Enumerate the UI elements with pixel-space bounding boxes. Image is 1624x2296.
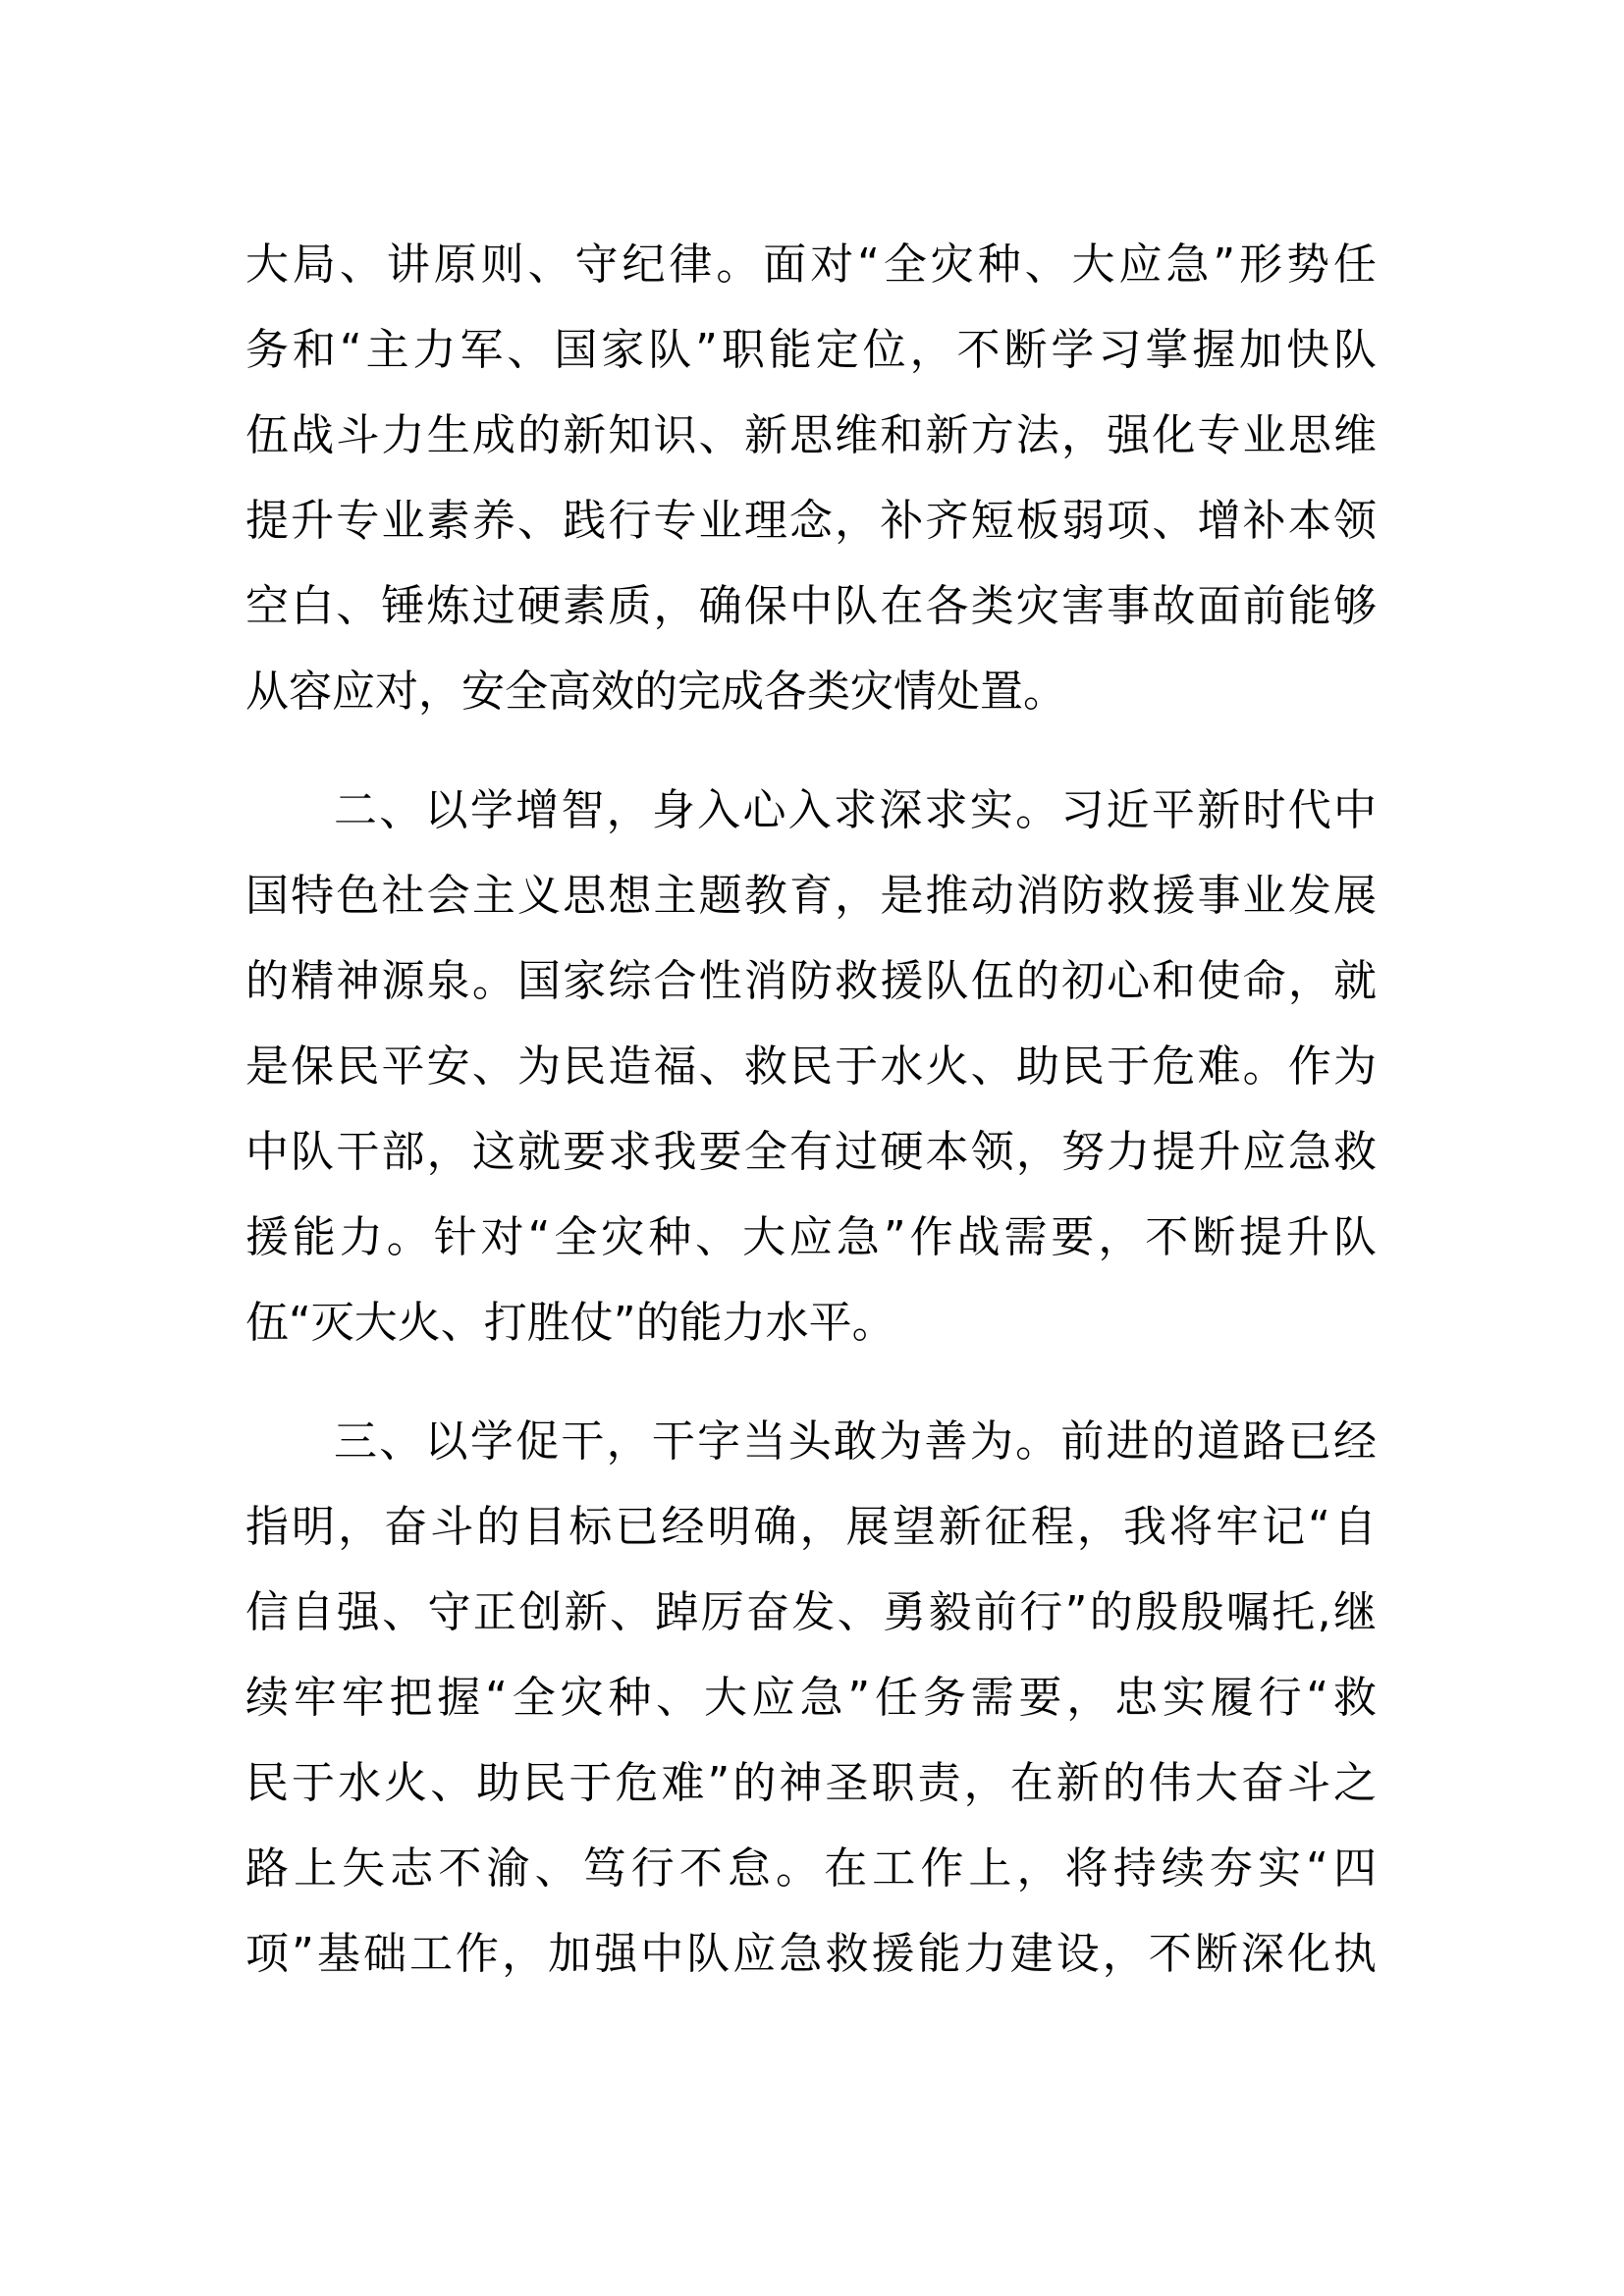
text-line: 务和“主力军、国家队”职能定位，不断学习掌握加快队: [245, 325, 1377, 375]
text-line: 路上矢志不渝、笃行不怠。在工作上，将持续夯实“四: [245, 1843, 1377, 1894]
section-heading-line: 二、以学增智，身入心入求深求实。习近平新时代中: [334, 785, 1377, 835]
paragraph-section-3: [245, 1399, 1377, 1997]
section-heading-line: 三、以学促干，干字当头敢为善为。前进的道路已经: [334, 1416, 1377, 1467]
text-line: 是保民平安、为民造福、救民于水火、助民于危难。作为: [245, 1041, 1377, 1092]
text-line: 中队干部，这就要求我要全有过硬本领，努力提升应急救: [245, 1127, 1377, 1177]
text-line: 伍战斗力生成的新知识、新思维和新方法，强化专业思维: [245, 410, 1377, 460]
paragraph-section-2: [245, 768, 1377, 1365]
text-line: 提升专业素养、践行专业理念，补齐短板弱项、增补本领: [245, 496, 1377, 546]
text-line: 从容应对，安全高效的完成各类灾情处置。: [245, 667, 1066, 717]
text-line: 国特色社会主义思想主题教育，是推动消防救援事业发展: [245, 871, 1377, 921]
text-line: 大局、讲原则、守纪律。面对“全灾种、大应急”形势任: [245, 240, 1377, 290]
text-line: 伍“灭大火、打胜仗”的能力水平。: [245, 1298, 895, 1348]
text-line: 指明，奋斗的目标已经明确，展望新征程，我将牢记“自: [245, 1502, 1377, 1552]
text-line: 续牢牢把握“全灾种、大应急”任务需要，忠实履行“救: [245, 1673, 1377, 1723]
text-line: 项”基础工作，加强中队应急救援能力建设，不断深化执: [245, 1929, 1377, 1979]
text-line: 民于水火、助民于危难”的神圣职责，在新的伟大奋斗之: [245, 1758, 1377, 1808]
paragraph-continued: [245, 222, 1377, 734]
text-line: 的精神源泉。国家综合性消防救援队伍的初心和使命，就: [245, 956, 1377, 1006]
text-line: 援能力。针对“全灾种、大应急”作战需要，不断提升队: [245, 1212, 1377, 1262]
document-body: [245, 222, 1377, 2030]
text-line: 空白、锤炼过硬素质，确保中队在各类灾害事故面前能够: [245, 581, 1377, 631]
text-line: 信自强、守正创新、踔厉奋发、勇毅前行”的殷殷嘱托,继: [245, 1587, 1377, 1637]
